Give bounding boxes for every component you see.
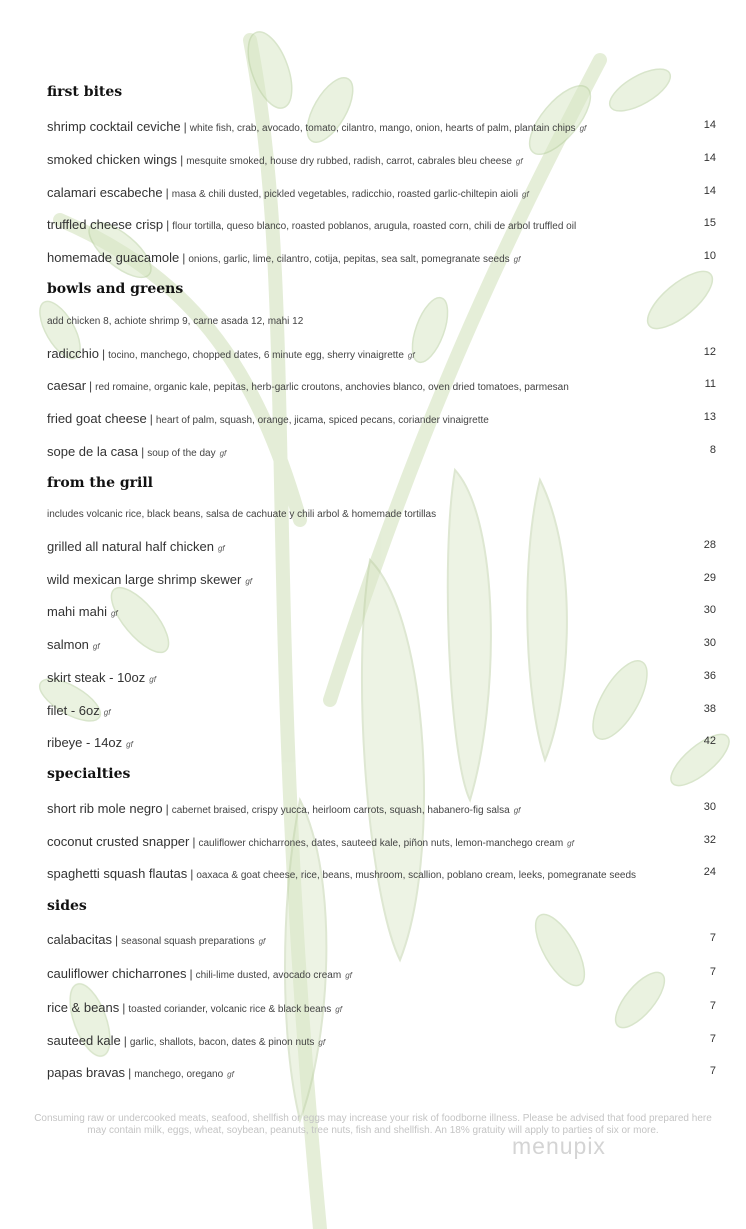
item-name: mahi mahi — [47, 604, 107, 619]
item-price: 29 — [703, 572, 716, 584]
item-price: 7 — [709, 966, 716, 978]
gf-icon: gf — [219, 449, 227, 458]
item-name: radicchio — [47, 346, 100, 361]
item-price: 32 — [703, 834, 716, 846]
menu-item: radicchio | tocino, manchego, chopped dates, 6 minute egg, sherry vinaigrette gf 12 — [47, 346, 716, 361]
item-name: shrimp cocktail ceviche — [47, 119, 181, 134]
item-description: heart of palm, squash, orange, jicama, spiced pecans, coriander vinaigrette — [155, 415, 489, 426]
gf-icon: gf — [407, 351, 415, 360]
footer-disclaimer — [28, 1113, 718, 1137]
menu-item: caesar | red romaine, organic kale, pepitas, herb-garlic croutons, anchovies blanco, oven dried tomatoes, parmesan 11 — [47, 378, 716, 393]
section-note: includes volcanic rice, black beans, salsa de cachuate y chili arbol & homemade tortillas — [47, 509, 437, 520]
item-description: garlic, shallots, bacon, dates & pinon nuts — [129, 1037, 315, 1048]
item-description: cabernet braised, crispy yucca, heirloom carrots, squash, habanero-fig salsa — [171, 805, 510, 816]
item-price: 28 — [703, 539, 716, 551]
item-description: flour tortilla, queso blanco, roasted poblanos, arugula, roasted corn, chili de arbol truffled oil — [172, 221, 577, 232]
menu-item: sope de la casa | soup of the day gf 8 — [47, 444, 716, 459]
menu-item — [47, 669, 716, 687]
gf-icon: gf — [318, 1038, 326, 1047]
item-description: soup of the day — [147, 448, 216, 459]
item-name: sope de la casa — [47, 444, 139, 459]
section-title-bowls-and-greens: bowls and greens — [47, 281, 184, 297]
menu-item — [47, 571, 716, 589]
gf-icon: gf — [149, 675, 156, 684]
menu-item — [47, 702, 716, 720]
item-name: truffled cheese crisp — [47, 217, 164, 232]
item-description: tocino, manchego, chopped dates, 6 minute egg, sherry vinaigrette — [108, 350, 404, 361]
item-price: 15 — [703, 217, 716, 229]
gf-icon: gf — [92, 642, 100, 651]
item-name: homemade guacamole — [47, 250, 180, 265]
gf-icon: gf — [258, 937, 266, 946]
gf-icon: gf — [103, 708, 111, 717]
menu-item: cauliflower chicharrones | chili-lime dusted, avocado cream gf 7 — [47, 966, 716, 981]
item-price: 12 — [703, 346, 716, 358]
gf-icon: gf — [567, 839, 574, 848]
item-description: onions, garlic, lime, cilantro, cotija, pepitas, sea salt, pomegranate seeds — [188, 254, 510, 265]
section-title-first-bites: first bites — [47, 84, 123, 100]
item-description: oaxaca & goat cheese, rice, beans, mushroom, scallion, poblano cream, leeks, pomegranate seeds — [196, 870, 637, 881]
section-title-specialties: specialties — [47, 766, 131, 782]
gf-icon: gf — [522, 190, 529, 199]
menu-item — [47, 734, 716, 752]
item-price: 30 — [703, 637, 716, 649]
item-description: seasonal squash preparations — [121, 936, 255, 947]
menu-item — [47, 636, 716, 654]
gf-icon: gf — [513, 806, 521, 815]
item-name: filet - 6oz — [47, 703, 100, 718]
menu-item: truffled cheese crisp | flour tortilla, queso blanco, roasted poblanos, arugula, roasted corn, chili de arbol truffled oil 15 — [47, 217, 716, 232]
menu-item: shrimp cocktail ceviche | white fish, crab, avocado, tomato, cilantro, mango, onion, hearts of palm, plantain chips gf 14 — [47, 119, 716, 134]
item-name: smoked chicken wings — [47, 152, 178, 167]
menu-item: spaghetti squash flautas | oaxaca & goat cheese, rice, beans, mushroom, scallion, poblano cream, leeks, pomegranate seeds 24 — [47, 866, 716, 881]
item-name: fried goat cheese — [47, 411, 147, 426]
menu-item: coconut crusted snapper | cauliflower chicharrones, dates, sauteed kale, piñon nuts, lemon-manchego cream gf 32 — [47, 834, 716, 849]
menu-item: short rib mole negro | cabernet braised, crispy yucca, heirloom carrots, squash, habanero-fig salsa gf 30 — [47, 801, 716, 816]
menu-item: fried goat cheese | heart of palm, squash, orange, jicama, spiced pecans, coriander vinaigrette 13 — [47, 411, 716, 426]
item-name: coconut crusted snapper — [47, 834, 190, 849]
gf-icon: gf — [110, 609, 118, 618]
item-description: red romaine, organic kale, pepitas, herb-garlic croutons, anchovies blanco, oven dried tomatoes, parmesan — [95, 382, 569, 393]
item-name: calamari escabeche — [47, 185, 163, 200]
gf-icon: gf — [245, 577, 253, 586]
item-price: 30 — [703, 604, 716, 616]
item-name: rice & beans — [47, 1000, 120, 1015]
item-name: ribeye - 14oz — [47, 735, 123, 750]
item-name: short rib mole negro — [47, 801, 163, 816]
gf-icon: gf — [345, 971, 352, 980]
item-name: caesar — [47, 378, 87, 393]
item-name: sauteed kale — [47, 1033, 121, 1048]
menupix-watermark: menupix — [512, 1133, 606, 1159]
item-price: 36 — [703, 670, 716, 682]
gf-icon: gf — [227, 1070, 234, 1079]
item-name: grilled all natural half chicken — [47, 539, 214, 554]
item-description: toasted coriander, volcanic rice & black beans — [128, 1004, 332, 1015]
menu-item: homemade guacamole | onions, garlic, lime, cilantro, cotija, pepitas, sea salt, pomegranate seeds gf 10 — [47, 250, 716, 265]
menu-item: rice & beans | toasted coriander, volcanic rice & black beans gf 7 — [47, 1000, 716, 1015]
item-price: 14 — [703, 119, 716, 131]
item-name: wild mexican large shrimp skewer — [47, 572, 242, 587]
footer-line: Consuming raw or undercooked meats, seafood, shellfish or eggs may increase your risk of foodborne illness. Please be advised that food prepared here — [34, 1113, 712, 1124]
item-price: 13 — [703, 411, 716, 423]
item-name: skirt steak - 10oz — [47, 670, 146, 685]
gf-icon: gf — [126, 740, 133, 749]
item-price: 7 — [709, 1000, 716, 1012]
item-price: 14 — [703, 185, 716, 197]
item-price: 7 — [709, 932, 716, 944]
item-description: mesquite smoked, house dry rubbed, radish, carrot, cabrales bleu cheese — [186, 156, 512, 167]
item-name: calabacitas — [47, 932, 113, 947]
item-price: 10 — [703, 250, 716, 262]
menu-item — [47, 603, 716, 621]
item-price: 42 — [703, 735, 716, 747]
section-title-sides: sides — [47, 898, 87, 914]
item-description: cauliflower chicharrones, dates, sauteed kale, piñon nuts, lemon-manchego cream — [198, 838, 564, 849]
item-price: 14 — [703, 152, 716, 164]
menu-item: smoked chicken wings | mesquite smoked, house dry rubbed, radish, carrot, cabrales bleu cheese gf 14 — [47, 152, 716, 167]
item-price: 24 — [703, 866, 716, 878]
section-note: add chicken 8, achiote shrimp 9, carne asada 12, mahi 12 — [47, 316, 304, 327]
item-price: 38 — [703, 703, 716, 715]
gf-icon: gf — [217, 544, 225, 553]
item-name: spaghetti squash flautas — [47, 866, 188, 881]
item-price: 7 — [709, 1033, 716, 1045]
menu-item: sauteed kale | garlic, shallots, bacon, dates & pinon nuts gf 7 — [47, 1033, 716, 1048]
item-price: 11 — [704, 378, 716, 390]
menu-item — [47, 538, 716, 556]
item-price: 8 — [709, 444, 716, 456]
gf-icon: gf — [515, 157, 523, 166]
item-name: salmon — [47, 637, 89, 652]
gf-icon: gf — [335, 1005, 342, 1014]
item-description: masa & chili dusted, pickled vegetables, radicchio, roasted garlic-chiltepin aioli — [171, 189, 519, 200]
item-name: cauliflower chicharrones — [47, 966, 187, 981]
gf-icon: gf — [513, 255, 521, 264]
item-price: 30 — [703, 801, 716, 813]
footer-line: may contain milk, eggs, wheat, soybean, peanuts, tree nuts, fish and shellfish. An 18% gratuity will apply to parties of six or more. — [87, 1125, 659, 1136]
section-title-from-the-grill: from the grill — [47, 475, 153, 491]
item-price: 7 — [709, 1065, 716, 1077]
item-description: chili-lime dusted, avocado cream — [195, 970, 342, 981]
menu-item: calamari escabeche | masa & chili dusted, pickled vegetables, radicchio, roasted garlic-chiltepin aioli gf 14 — [47, 185, 716, 200]
gf-icon: gf — [579, 124, 587, 133]
item-name: papas bravas — [47, 1065, 126, 1080]
item-description: manchego, oregano — [134, 1069, 224, 1080]
menu-item: papas bravas | manchego, oregano gf 7 — [47, 1065, 716, 1080]
item-description: white fish, crab, avocado, tomato, cilantro, mango, onion, hearts of palm, plantain chips — [189, 123, 576, 134]
menu-item: calabacitas | seasonal squash preparations gf 7 — [47, 932, 716, 947]
